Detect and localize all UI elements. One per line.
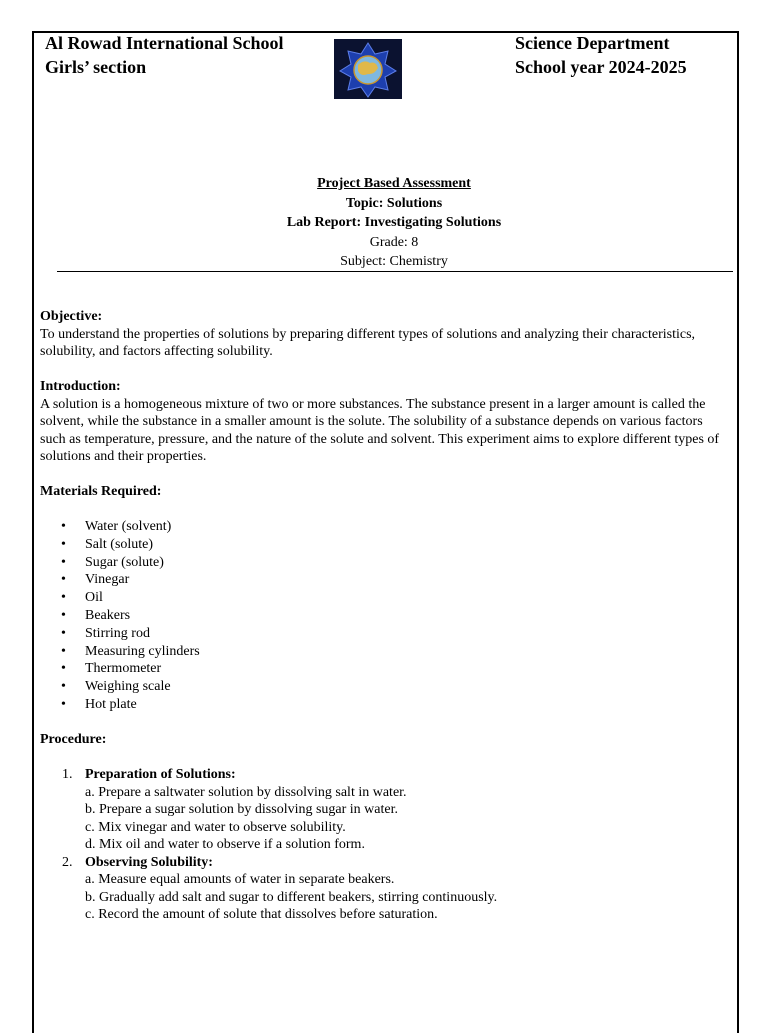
introduction-section	[40, 378, 730, 466]
school-name: Al Rowad International School	[45, 33, 284, 53]
procedure-step	[40, 854, 730, 924]
grade-label: Grade: 8	[369, 234, 419, 250]
step-substep: a. Prepare a saltwater solution by dissolving salt in water.	[85, 784, 407, 800]
department-name: Science Department	[515, 33, 670, 53]
list-item: • Oil	[40, 589, 730, 607]
report-body	[40, 308, 730, 924]
step-title: Preparation of Solutions:	[85, 767, 236, 783]
title-block	[40, 174, 748, 272]
materials-section	[40, 483, 730, 714]
step-number: 1.	[62, 767, 73, 783]
procedure-list	[40, 766, 730, 924]
step-substep: b. Prepare a sugar solution by dissolving sugar in water.	[85, 802, 399, 818]
list-item: • Stirring rod	[40, 625, 730, 643]
school-section: Girls’ section	[45, 57, 147, 77]
procedure-section	[40, 731, 730, 924]
materials-list	[40, 518, 730, 714]
materials-heading: Materials Required:	[40, 484, 162, 499]
header-right	[515, 31, 687, 79]
step-number: 2.	[62, 854, 73, 870]
list-item: • Beakers	[40, 607, 730, 625]
procedure-heading: Procedure:	[40, 732, 107, 748]
list-item: • Hot plate	[40, 696, 730, 714]
objective-text: To understand the properties of solutions by preparing different types of solutions and analyzing their characteristics, solubility, and factors affecting solubility.	[40, 326, 696, 359]
list-item: • Measuring cylinders	[40, 643, 730, 661]
list-item: • Sugar (solute)	[40, 554, 730, 572]
introduction-heading: Introduction:	[40, 379, 121, 394]
introduction-text: A solution is a homogeneous mixture of two or more substances. The substance present in a larger amount is called the solvent, while the substance in a smaller amount is the solute. The solubility of a substance depends on various factors such as temperature, pressure, and the nature of the solute and solvent. This experiment aims to explore different types of solutions and their properties.	[40, 396, 720, 464]
list-item: • Weighing scale	[40, 678, 730, 696]
school-year: School year 2024-2025	[515, 57, 687, 77]
list-item: • Salt (solute)	[40, 536, 730, 554]
list-item: • Thermometer	[40, 660, 730, 678]
step-substep: c. Record the amount of solute that dissolves before saturation.	[85, 907, 438, 923]
title-divider	[57, 271, 733, 272]
school-emblem-icon	[334, 39, 402, 99]
step-substep: d. Mix oil and water to observe if a solution form.	[85, 837, 365, 853]
list-item: • Vinegar	[40, 571, 730, 589]
procedure-step	[40, 766, 730, 854]
topic-title: Topic: Solutions	[345, 195, 443, 211]
lab-report-title: Lab Report: Investigating Solutions	[286, 215, 502, 230]
objective-heading: Objective:	[40, 309, 103, 324]
assessment-title: Project Based Assessment	[317, 176, 471, 191]
step-title: Observing Solubility:	[85, 854, 213, 870]
list-item: • Water (solvent)	[40, 518, 730, 536]
step-substep: a. Measure equal amounts of water in separate beakers.	[85, 872, 395, 888]
subject-label: Subject: Chemistry	[340, 254, 448, 269]
step-substep: b. Gradually add salt and sugar to different beakers, stirring continuously.	[85, 889, 498, 905]
step-substep: c. Mix vinegar and water to observe solubility.	[85, 819, 346, 835]
header-left	[45, 31, 284, 79]
objective-section	[40, 308, 730, 361]
